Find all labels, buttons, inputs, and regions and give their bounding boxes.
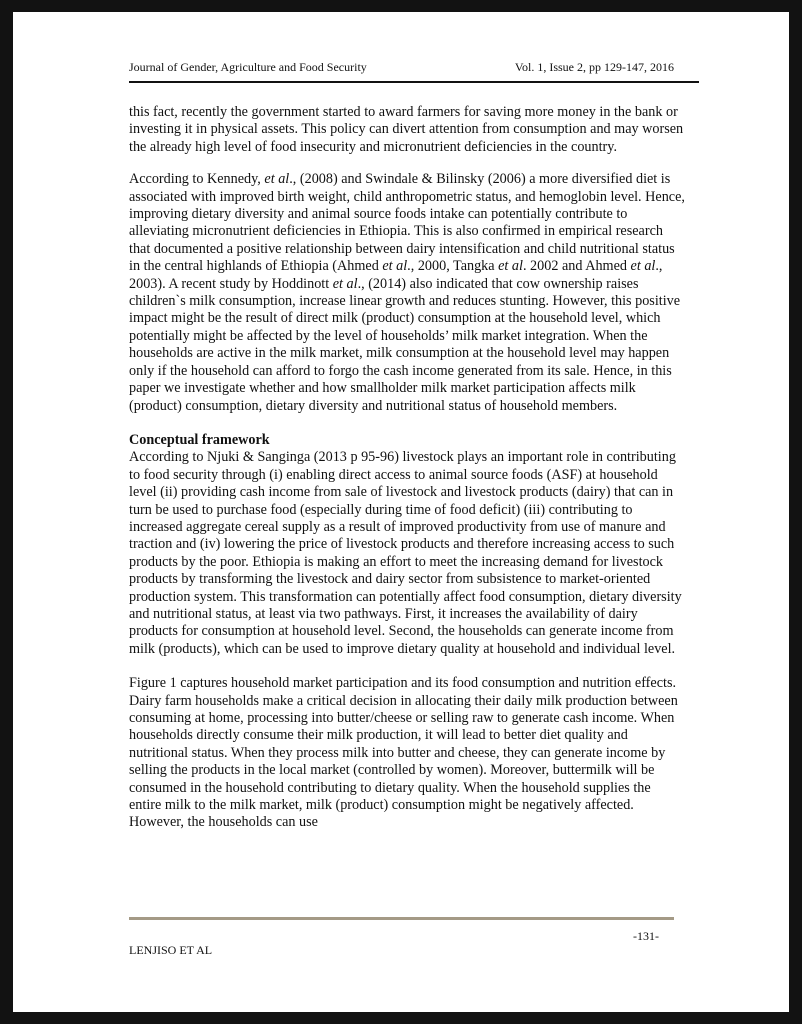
section-heading: Conceptual framework	[129, 431, 270, 448]
paragraph-3: According to Njuki & Sanginga (2013 p 95-96) livestock plays an important role in contributing to food security through (i) enabling direct access to animal source foods (ASF) at household level (ii) providing cash income from sale of livestock and livestock products (dairy) that can in turn be used to purchase food (especially during time of food deficit) (iii) contributing to increased aggregate cereal supply as a result of improved productivity from use of manure and traction and (iv) lowering the price of livestock products and therefore increasing access to such products by the poor. Ethiopia is making an effort to meet the increasing demand for livestock products by transforming the livestock and dairy sector from subsistence to market-oriented production system. This transformation can potentially affect food consumption, dietary diversity and nutritional status, at least via two pathways. First, it increases the availability of dairy products for consumption at household level. Second, the households can generate income from milk (products), which can be used to improve dietary quality at household and individual level.	[129, 449, 682, 657]
page-number: -131-	[633, 929, 659, 943]
paragraph-2: According to Kennedy, et al., (2008) and Swindale & Bilinsky (2006) a more diversified diet is associated with improved birth weight, child anthropometric status, and hemoglobin level. Hence, improving dietary diversity and animal source foods intake can potentially contribute to alleviating micronutrient deficiencies in Ethiopia. This is also confirmed in empirical research that documented a positive relationship between dairy intensification and child nutritional status in the central highlands of Ethiopia (Ahmed et al., 2000, Tangka et al. 2002 and Ahmed et al., 2003). A recent study by Hoddinott et al., (2014) also indicated that cow ownership raises children`s milk consumption, increase linear growth and reduces stunting. However, this positive impact might be the result of direct milk (product) consumption at the household level, which potentially might be affected by the level of households’ milk market integration. When the households are active in the milk market, milk consumption at the household level may happen only if the household can afford to forgo the cash income generated from its sale. Hence, in this paper we investigate whether and how smallholder milk market participation affects milk (product) consumption, dietary diversity and nutritional status of household members.	[129, 171, 685, 414]
header-divider	[129, 81, 699, 83]
document-page	[13, 12, 789, 1012]
footer-divider	[129, 917, 674, 920]
paragraph-1: this fact, recently the government started to award farmers for saving more money in the bank or investing it in physical assets. This policy can divert attention from consumption and may worsen the already high level of food insecurity and micronutrient deficiencies in the country.	[129, 104, 684, 155]
body-text	[129, 104, 685, 847]
journal-title: Journal of Gender, Agriculture and Food Security	[129, 60, 367, 74]
running-footer-author: LENJISO ET AL	[129, 943, 213, 957]
paragraph-4: Figure 1 captures household market participation and its food consumption and nutrition effects. Dairy farm households make a critical decision in allocating their daily milk production between consuming at home, processing into butter/cheese or selling raw to generate cash income. When households directly consume their milk production, it will lead to better diet quality and nutritional status. When they process milk into butter and cheese, they can generate income by selling the products in the local market (controlled by women). Moreover, buttermilk will be consumed in the household contributing to dietary quality. When the household supplies the entire milk to the milk market, milk (product) consumption might be negatively affected. However, the households can use	[129, 675, 678, 831]
volume-info: Vol. 1, Issue 2, pp 129-147, 2016	[514, 60, 674, 74]
